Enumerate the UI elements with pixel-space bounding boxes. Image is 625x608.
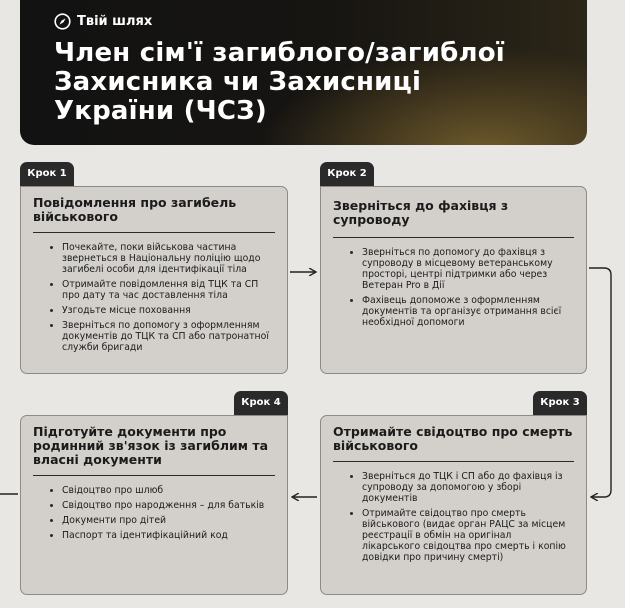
- step-4-title: [33, 425, 275, 467]
- step-4-title-line: родинний зв'язок із загиблим та: [33, 438, 269, 453]
- list-item: [62, 320, 275, 353]
- step-2-card: [320, 186, 587, 374]
- list-item: [362, 247, 574, 291]
- step-1-card: [20, 186, 288, 374]
- brand-label: Твій шлях: [77, 14, 153, 29]
- list-item-line: Свідоцтво про шлюб: [62, 485, 164, 496]
- list-item-line: Отримайте повідомлення від ТЦК та СП: [62, 279, 259, 290]
- page-title-line: України (ЧСЗ): [54, 96, 267, 126]
- list-item-line: Узгодьте місце поховання: [62, 305, 191, 316]
- step-3-list: [333, 471, 574, 563]
- list-item-line: документів до ТЦК та СП або патронатної: [62, 331, 269, 342]
- step-4-tab: Крок 4: [234, 391, 288, 415]
- step-2-title-line: Зверніться до фахівця з супроводу: [333, 198, 509, 227]
- list-item-line: військового (видає орган РАЦС за місцем: [362, 519, 566, 530]
- page-title: [54, 39, 574, 126]
- list-item-line: Документи про дітей: [62, 515, 167, 526]
- step-4-title-line: власні документи: [33, 452, 162, 467]
- list-item: [62, 305, 275, 316]
- page-title-line: Член сім'ї загиблого/загиблої: [54, 38, 505, 68]
- brand: [54, 13, 152, 30]
- list-item: [362, 471, 574, 504]
- step-2-list: [333, 247, 574, 328]
- list-item: [62, 500, 275, 511]
- step-1-list: [33, 242, 275, 353]
- list-item: [62, 515, 275, 526]
- step-2-title: [333, 196, 574, 227]
- list-item-line: необхідної допомоги: [362, 317, 465, 328]
- divider: [33, 475, 275, 476]
- list-item-line: про дату та час доставлення тіла: [62, 290, 228, 301]
- step-3-title: [333, 425, 574, 453]
- step-4-card: [20, 415, 288, 595]
- list-item-line: Свідоцтво про народження – для батьків: [62, 500, 265, 511]
- page-title-line: Захисника чи Захисниці: [54, 67, 422, 97]
- list-item-line: документів: [362, 493, 418, 504]
- list-item: [62, 242, 275, 275]
- list-item-line: Почекайте, поки військова частина: [62, 242, 237, 253]
- step-3-tab: Крок 3: [533, 391, 587, 415]
- list-item-line: реєстрації в обмін на оригінал: [362, 530, 512, 541]
- list-item-line: звернеться в Національну поліцію щодо: [62, 253, 261, 264]
- list-item-line: Ветеран Pro в Дії: [362, 280, 445, 291]
- step-3-title-line: Отримайте свідоцтво про смерть: [333, 424, 573, 439]
- step-1-title-line: військового: [33, 209, 118, 224]
- divider: [333, 461, 574, 462]
- divider: [33, 232, 275, 233]
- list-item-line: Фахівець допоможе з оформленням: [362, 295, 540, 306]
- list-item: [362, 295, 574, 328]
- list-item-line: Зверніться по допомогу до фахівця з: [362, 247, 546, 258]
- compass-icon: [54, 13, 71, 30]
- list-item-line: лікарського свідоцтва про смерть і копію: [362, 541, 566, 552]
- list-item: [62, 485, 275, 496]
- step-1-tab: Крок 1: [20, 162, 74, 186]
- list-item-line: документів та організує отримання всієї: [362, 306, 562, 317]
- step-4-list: [33, 485, 275, 541]
- step-2-tab: Крок 2: [320, 162, 374, 186]
- step-1-title: [33, 196, 275, 224]
- divider: [333, 237, 574, 238]
- list-item-line: довідки про причину смерті): [362, 552, 504, 563]
- list-item-line: Паспорт та ідентифікаційний код: [62, 530, 228, 541]
- list-item-line: супроводу за допомогою у зборі: [362, 482, 522, 493]
- list-item: [362, 508, 574, 563]
- list-item: [62, 279, 275, 301]
- header-banner: [20, 0, 587, 145]
- step-3-title-line: військового: [333, 438, 418, 453]
- list-item-line: загибелі особи для ідентифікації тіла: [62, 264, 247, 275]
- step-1-title-line: Повідомлення про загибель: [33, 195, 237, 210]
- list-item-line: просторі, центрі підтримки або через: [362, 269, 548, 280]
- list-item-line: служби бригади: [62, 342, 143, 353]
- step-4-title-line: Підготуйте документи про: [33, 424, 227, 439]
- list-item-line: супроводу в місцевому ветеранському: [362, 258, 553, 269]
- list-item-line: Зверніться по допомогу з оформленням: [62, 320, 260, 331]
- arrow-step2-to-step3: [589, 268, 611, 497]
- list-item-line: Отримайте свідоцтво про смерть: [362, 508, 526, 519]
- step-3-card: [320, 415, 587, 595]
- list-item: [62, 530, 275, 541]
- list-item-line: Зверніться до ТЦК і СП або до фахівця із: [362, 471, 563, 482]
